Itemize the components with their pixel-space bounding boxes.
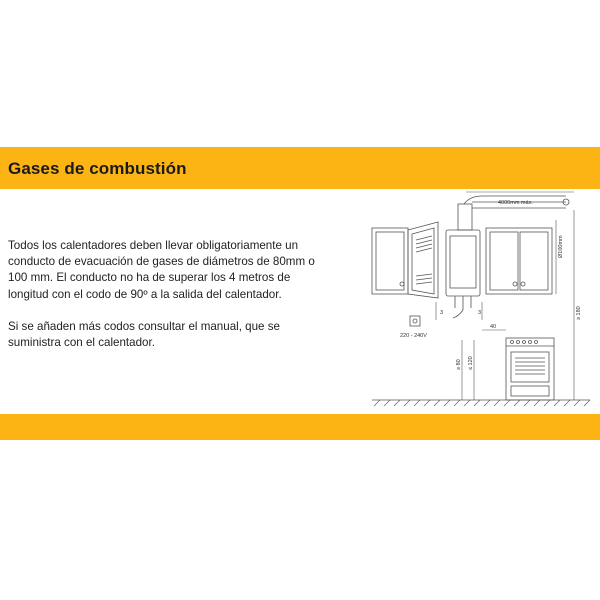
cooker [506, 338, 554, 400]
label-diameter: Ø100mm [558, 235, 564, 258]
water-heater [446, 230, 480, 318]
paragraph-codos: Si se añaden más codos consultar el manual, que se suministra con el calentador. [8, 319, 280, 350]
label-height-right: ≥ 180 [576, 306, 582, 320]
label-dim-80: ≥ 80 [456, 359, 462, 370]
left-cabinet [372, 228, 408, 294]
label-dim-3-right: 3 [478, 310, 482, 316]
label-max-length: 4000mm máx. [498, 200, 533, 206]
label-dim-120: ≤ 120 [468, 356, 474, 370]
label-dim-40: 40 [490, 324, 497, 330]
cabinet-door-open [408, 222, 438, 298]
floor-hatching [374, 400, 590, 406]
footer-band [0, 414, 600, 440]
paragraph-conducto: Todos los calentadores deben llevar obligatoriamente un conducto de evacuación de gases de diámetros de 80mm o 100 mm. El conducto no ha de superar los 4 metros de longitud con el codo de 90º a la salida del calentador. [8, 239, 315, 301]
description-text [8, 238, 328, 367]
right-cabinets [486, 228, 552, 294]
header-band [0, 147, 600, 189]
label-dim-3-left: 3 [440, 310, 444, 316]
power-socket [410, 316, 420, 326]
label-voltage: 220 - 240V [400, 333, 427, 339]
installation-diagram-svg [360, 190, 600, 414]
installation-diagram [360, 190, 600, 414]
page-title: Gases de combustión [8, 159, 187, 178]
